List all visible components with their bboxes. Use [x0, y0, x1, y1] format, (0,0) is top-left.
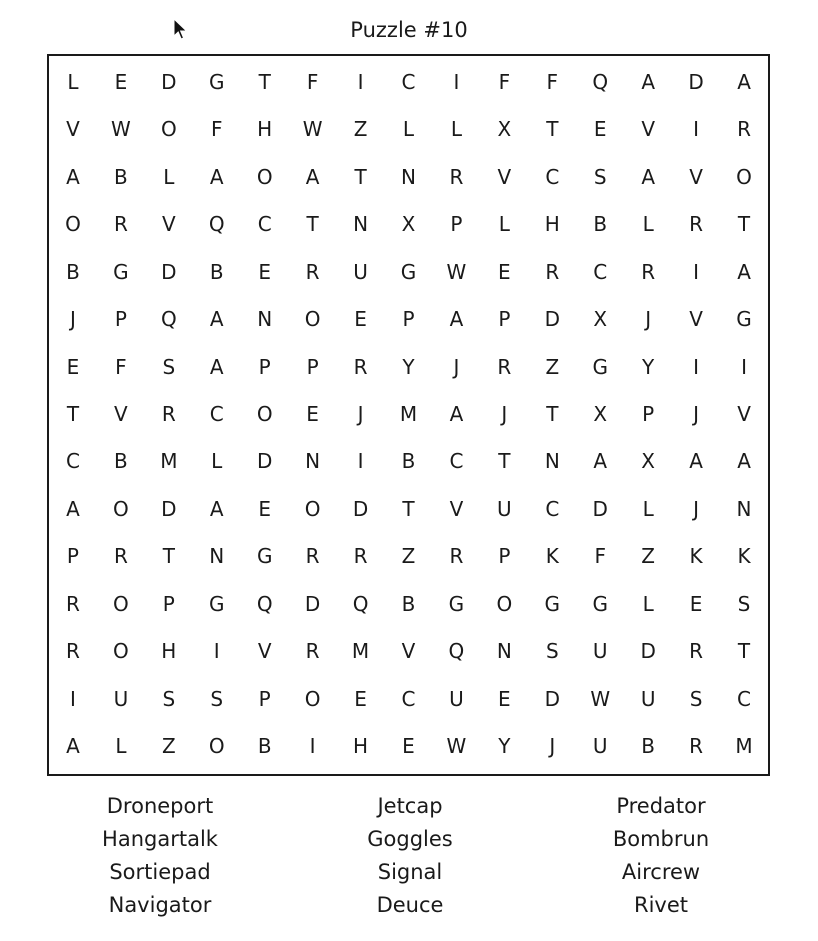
grid-letter[interactable]: U [497, 496, 512, 521]
grid-letter[interactable]: Y [402, 354, 415, 379]
grid-letter[interactable]: Z [401, 544, 416, 569]
grid-letter[interactable]: A [593, 449, 608, 474]
grid-letter[interactable]: P [114, 307, 127, 332]
grid-letter[interactable]: S [737, 591, 751, 616]
grid-letter[interactable]: Z [161, 734, 176, 759]
grid-letter[interactable]: A [66, 734, 80, 759]
word-item: Signal [377, 860, 443, 884]
grid-letter[interactable]: E [114, 69, 128, 94]
grid-letter[interactable]: L [642, 212, 654, 237]
grid-letter[interactable]: L [67, 69, 79, 94]
grid-letter[interactable]: X [641, 449, 655, 474]
grid-letter[interactable]: P [66, 544, 79, 569]
grid-letter[interactable]: L [402, 117, 415, 142]
word-column [40, 790, 280, 922]
grid-letter[interactable]: J [357, 401, 364, 426]
grid-letter[interactable]: E [66, 354, 80, 379]
grid-letter[interactable]: N [496, 639, 512, 664]
grid-letter[interactable]: N [257, 307, 273, 332]
grid-letter[interactable]: N [401, 164, 416, 189]
grid-letter[interactable]: I [357, 449, 364, 474]
grid-letter[interactable]: D [161, 496, 177, 521]
grid-letter[interactable]: P [450, 212, 463, 237]
grid-letter[interactable]: Z [641, 544, 655, 569]
grid-letter[interactable]: Q [256, 591, 273, 616]
word-column [541, 790, 781, 922]
grid-letter[interactable]: T [354, 164, 367, 189]
grid-letter[interactable]: Q [208, 212, 225, 237]
grid-letter[interactable]: O [256, 401, 273, 426]
grid-letter[interactable]: R [545, 259, 560, 284]
grid-letter[interactable]: S [210, 686, 224, 711]
grid-letter[interactable]: D [352, 496, 369, 521]
grid-letter[interactable]: A [449, 401, 464, 426]
grid-letter[interactable]: R [449, 544, 464, 569]
grid-letter[interactable]: I [693, 354, 700, 379]
grid-letter[interactable]: T [737, 639, 751, 664]
word-item: Droneport [106, 794, 214, 818]
word-item: Bombrun [612, 827, 710, 851]
grid-letter[interactable]: G [544, 591, 561, 616]
word-item: Jetcap [377, 794, 443, 818]
grid-letter[interactable]: U [353, 259, 368, 284]
grid-letter[interactable]: X [593, 307, 608, 332]
grid-letter[interactable]: B [257, 734, 272, 759]
puzzle-title: Puzzle #10 [350, 18, 468, 42]
grid-letter[interactable]: C [545, 164, 560, 189]
grid-letter[interactable]: B [401, 591, 416, 616]
grid-letter[interactable]: A [641, 164, 655, 189]
grid-letter[interactable]: S [162, 354, 176, 379]
grid-letter[interactable]: X [497, 117, 512, 142]
grid-letter[interactable]: G [736, 307, 752, 332]
grid-letter[interactable]: G [592, 591, 608, 616]
grid-letter[interactable]: U [113, 686, 129, 711]
grid-letter[interactable]: T [162, 544, 175, 569]
grid-letter[interactable]: S [162, 686, 176, 711]
grid-letter[interactable]: F [594, 544, 606, 569]
grid-letter[interactable]: W [446, 734, 467, 759]
grid-letter[interactable]: C [545, 496, 560, 521]
grid-letter[interactable]: D [544, 307, 560, 332]
grid-letter[interactable]: J [693, 401, 700, 426]
grid-letter[interactable]: T [402, 496, 415, 521]
grid-letter[interactable]: K [545, 544, 559, 569]
grid-letter[interactable]: T [498, 449, 511, 474]
grid-letter[interactable]: R [641, 259, 656, 284]
grid-letter[interactable]: K [689, 544, 703, 569]
grid-letter[interactable]: Q [352, 591, 369, 616]
grid-letter[interactable]: B [401, 449, 416, 474]
grid-letter[interactable]: B [114, 164, 128, 189]
grid-letter[interactable]: G [400, 259, 417, 284]
grid-letter[interactable]: O [304, 686, 321, 711]
grid-letter[interactable]: R [689, 734, 704, 759]
grid-letter[interactable]: A [641, 69, 655, 94]
grid-letter[interactable]: P [642, 401, 655, 426]
grid-letter[interactable]: P [402, 307, 415, 332]
grid-letter[interactable]: D [640, 639, 656, 664]
grid-letter[interactable]: T [546, 117, 559, 142]
grid-letter[interactable]: R [689, 639, 704, 664]
grid-letter[interactable]: C [257, 212, 272, 237]
grid-letter[interactable]: R [353, 544, 368, 569]
grid-letter[interactable]: A [737, 259, 751, 284]
grid-letter[interactable]: B [641, 734, 656, 759]
grid-letter[interactable]: D [161, 69, 177, 94]
grid-letter[interactable]: I [693, 117, 700, 142]
grid-letter[interactable]: A [737, 69, 751, 94]
grid-letter[interactable]: H [544, 212, 560, 237]
grid-letter[interactable]: V [257, 639, 272, 664]
grid-letter[interactable]: G [113, 259, 129, 284]
grid-letter[interactable]: O [304, 307, 321, 332]
grid-letter[interactable]: V [737, 401, 751, 426]
grid-letter[interactable]: Y [642, 354, 655, 379]
grid-letter[interactable]: N [544, 449, 560, 474]
grid-letter[interactable]: V [689, 307, 703, 332]
grid-letter[interactable]: T [546, 401, 559, 426]
grid-letter[interactable]: D [592, 496, 608, 521]
grid-letter[interactable]: H [257, 117, 273, 142]
grid-letter[interactable]: W [446, 259, 467, 284]
grid-letter[interactable]: P [162, 591, 175, 616]
grid-letter[interactable]: K [737, 544, 751, 569]
grid-letter[interactable]: V [449, 496, 464, 521]
grid-letter[interactable]: T [306, 212, 319, 237]
grid-letter[interactable]: B [66, 259, 80, 284]
grid-letter[interactable]: S [593, 164, 607, 189]
word-item: Sortiepad [109, 860, 211, 884]
grid-letter[interactable]: P [306, 354, 319, 379]
word-item: Aircrew [621, 860, 701, 884]
grid-letter[interactable]: L [642, 496, 654, 521]
word-item: Navigator [108, 893, 212, 917]
grid-letter[interactable]: B [209, 259, 224, 284]
grid-letter[interactable]: R [497, 354, 512, 379]
grid-letter[interactable]: O [113, 496, 129, 521]
grid-letter[interactable]: N [209, 544, 225, 569]
grid-letter[interactable]: G [209, 69, 225, 94]
grid-letter[interactable]: O [160, 117, 177, 142]
grid-letter[interactable]: L [498, 212, 510, 237]
grid-letter[interactable]: J [549, 734, 556, 759]
grid-letter[interactable]: F [498, 69, 511, 94]
grid-letter[interactable]: R [113, 212, 128, 237]
grid-letter[interactable]: O [496, 591, 513, 616]
grid-letter[interactable]: R [305, 639, 320, 664]
grid-letter[interactable]: L [163, 164, 175, 189]
grid-letter[interactable]: D [304, 591, 321, 616]
grid-letter[interactable]: A [449, 307, 464, 332]
grid-letter[interactable]: Q [448, 639, 465, 664]
grid-letter[interactable]: T [258, 69, 271, 94]
grid-letter[interactable]: D [688, 69, 704, 94]
grid-letter[interactable]: V [641, 117, 655, 142]
grid-letter[interactable]: M [735, 734, 753, 759]
grid-letter[interactable]: J [453, 354, 460, 379]
grid-letter[interactable]: A [209, 354, 224, 379]
grid-letter[interactable]: E [354, 686, 367, 711]
grid-letter[interactable]: X [593, 401, 608, 426]
grid-letter[interactable]: J [693, 496, 700, 521]
grid-letter[interactable]: R [689, 212, 704, 237]
grid-letter[interactable]: O [256, 164, 273, 189]
grid-letter[interactable]: A [209, 164, 224, 189]
grid-letter[interactable]: A [209, 307, 224, 332]
grid-letter[interactable]: E [306, 401, 319, 426]
word-item: Predator [616, 794, 706, 818]
grid-letter[interactable]: P [498, 307, 511, 332]
grid-letter[interactable]: A [305, 164, 320, 189]
grid-letter[interactable]: E [498, 686, 511, 711]
grid-letter[interactable]: V [497, 164, 512, 189]
grid-letter[interactable]: V [401, 639, 416, 664]
grid-letter[interactable]: V [114, 401, 128, 426]
grid-letter[interactable]: N [305, 449, 321, 474]
grid-letter[interactable]: I [741, 354, 747, 379]
grid-letter[interactable]: A [209, 496, 224, 521]
grid-letter[interactable]: L [211, 449, 223, 474]
grid-letter[interactable]: R [305, 544, 320, 569]
grid-letter[interactable]: G [592, 354, 608, 379]
grid-letter[interactable]: C [449, 449, 464, 474]
grid-letter[interactable]: U [640, 686, 656, 711]
grid-letter[interactable]: P [258, 686, 271, 711]
grid-letter[interactable]: W [590, 686, 611, 711]
grid-letter[interactable]: O [65, 212, 81, 237]
grid-letter[interactable]: O [208, 734, 225, 759]
grid-letter[interactable]: F [115, 354, 127, 379]
grid-letter[interactable]: O [304, 496, 321, 521]
grid-letter[interactable]: I [70, 686, 76, 711]
grid-letter[interactable]: J [501, 401, 508, 426]
grid-letter[interactable]: H [161, 639, 177, 664]
grid-letter[interactable]: N [736, 496, 752, 521]
grid-letter[interactable]: P [498, 544, 511, 569]
grid-letter[interactable]: J [645, 307, 652, 332]
grid-letter[interactable]: J [70, 307, 76, 332]
grid-letter[interactable]: T [737, 212, 751, 237]
grid-letter[interactable]: E [498, 259, 511, 284]
word-column [290, 790, 530, 922]
grid-letter[interactable]: X [401, 212, 416, 237]
grid-letter[interactable]: R [66, 639, 80, 664]
grid-letter[interactable]: D [544, 686, 560, 711]
grid-letter[interactable]: U [592, 734, 608, 759]
grid-letter[interactable]: R [737, 117, 751, 142]
grid-letter[interactable]: M [399, 401, 418, 426]
grid-letter[interactable]: V [66, 117, 80, 142]
grid-letter[interactable]: Q [592, 69, 609, 94]
grid-letter[interactable]: V [689, 164, 703, 189]
grid-letter[interactable]: R [113, 544, 128, 569]
word-list [0, 790, 818, 930]
grid-letter[interactable]: O [736, 164, 752, 189]
grid-letter[interactable]: U [449, 686, 464, 711]
word-item: Rivet [633, 893, 688, 917]
grid-letter[interactable]: U [592, 639, 608, 664]
grid-letter[interactable]: B [114, 449, 128, 474]
grid-letter[interactable]: O [113, 591, 129, 616]
grid-letter[interactable]: I [309, 734, 316, 759]
grid-letter[interactable]: H [353, 734, 369, 759]
grid-letter[interactable]: M [160, 449, 178, 474]
grid-letter[interactable]: A [737, 449, 751, 474]
grid-letter[interactable]: L [115, 734, 127, 759]
grid-letter[interactable]: O [113, 639, 129, 664]
grid-letter[interactable]: I [213, 639, 220, 664]
grid-letter[interactable]: S [689, 686, 703, 711]
grid-letter[interactable]: W [111, 117, 131, 142]
grid-letter[interactable]: Z [545, 354, 560, 379]
grid-letter[interactable]: M [351, 639, 370, 664]
grid-letter[interactable]: C [401, 686, 416, 711]
grid-letter[interactable]: I [453, 69, 460, 94]
grid-letter[interactable]: F [211, 117, 223, 142]
grid-letter[interactable]: N [353, 212, 369, 237]
grid-letter[interactable]: V [161, 212, 176, 237]
grid-letter[interactable]: B [593, 212, 608, 237]
grid-letter[interactable]: I [357, 69, 364, 94]
grid-letter[interactable]: L [450, 117, 462, 142]
letter-grid [47, 54, 770, 776]
grid-letter[interactable]: E [354, 307, 367, 332]
grid-letter[interactable]: R [305, 259, 320, 284]
grid-letter[interactable]: T [66, 401, 80, 426]
grid-letter[interactable]: A [66, 496, 80, 521]
grid-letter[interactable]: E [593, 117, 607, 142]
grid-letter[interactable]: Q [160, 307, 177, 332]
word-item: Goggles [367, 827, 453, 851]
grid-letter[interactable]: E [689, 591, 703, 616]
grid-letter[interactable]: C [593, 259, 608, 284]
grid-letter[interactable]: A [689, 449, 703, 474]
grid-letter[interactable]: C [65, 449, 80, 474]
grid-letter[interactable]: A [66, 164, 80, 189]
grid-letter[interactable]: G [256, 544, 273, 569]
grid-letter[interactable]: P [258, 354, 271, 379]
grid-letter[interactable]: D [161, 259, 177, 284]
grid-letter[interactable]: R [353, 354, 368, 379]
grid-letter[interactable]: E [402, 734, 415, 759]
grid-letter[interactable]: F [306, 69, 319, 94]
word-item: Deuce [376, 893, 444, 917]
grid-letter[interactable]: F [546, 69, 559, 94]
grid-letter[interactable]: I [693, 259, 700, 284]
grid-letter[interactable]: C [737, 686, 752, 711]
grid-letter[interactable]: C [209, 401, 224, 426]
word-item: Hangartalk [102, 827, 218, 851]
grid-letter[interactable]: G [448, 591, 465, 616]
grid-letter[interactable]: Y [498, 734, 511, 759]
grid-letter[interactable]: R [161, 401, 176, 426]
grid-letter[interactable]: W [302, 117, 323, 142]
grid-letter[interactable]: Z [353, 117, 368, 142]
grid-letter[interactable]: R [449, 164, 464, 189]
grid-letter[interactable]: C [401, 69, 416, 94]
grid-letter[interactable]: S [545, 639, 559, 664]
grid-letter[interactable]: R [66, 591, 80, 616]
grid-letter[interactable]: D [256, 449, 273, 474]
grid-letter[interactable]: G [209, 591, 225, 616]
grid-letter[interactable]: E [258, 259, 271, 284]
grid-letter[interactable]: E [258, 496, 271, 521]
grid-letter[interactable]: L [642, 591, 654, 616]
